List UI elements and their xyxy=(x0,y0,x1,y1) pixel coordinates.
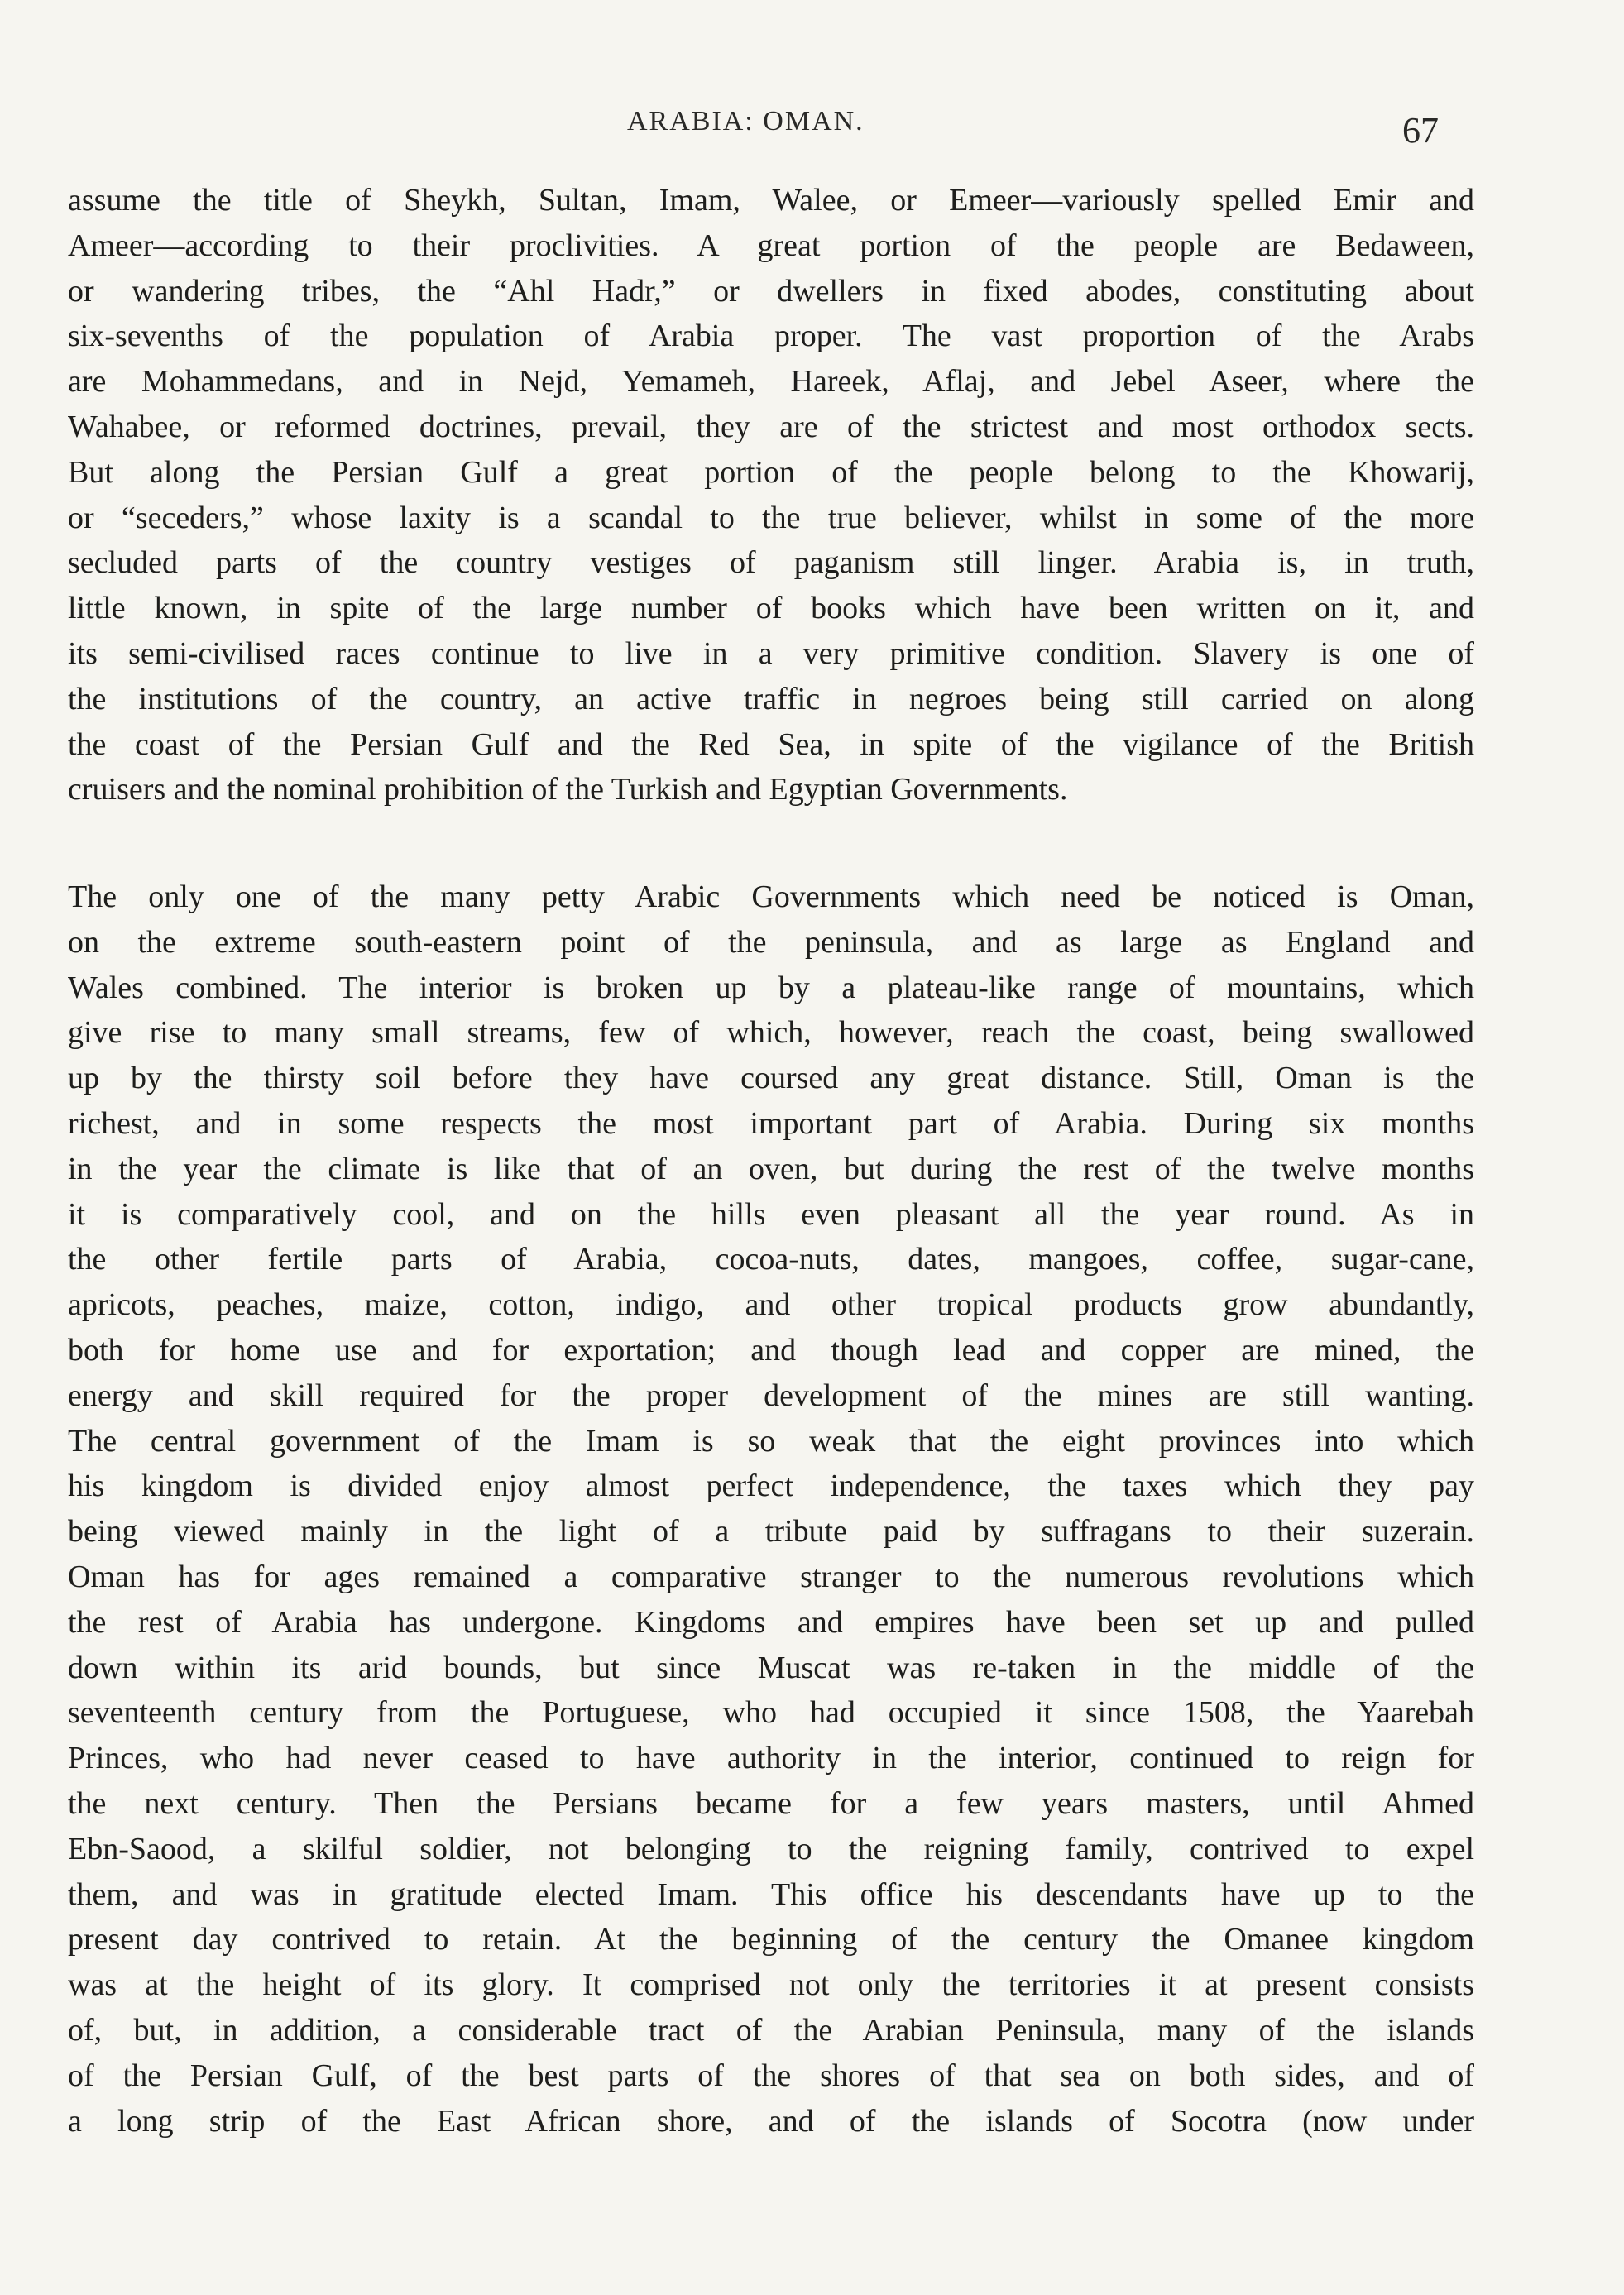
text-line: of the Persian Gulf, of the best parts of the shores of that sea on both sides, and of xyxy=(68,2058,1474,2093)
text-line: both for home use and for exportation; and though lead and copper are mined, the xyxy=(68,1332,1474,1368)
text-line: are Mohammedans, and in Nejd, Yemameh, Hareek, Aflaj, and Jebel Aseer, where the xyxy=(68,364,1474,400)
text-line: The central government of the Imam is so weak that the eight provinces into which xyxy=(68,1423,1474,1459)
text-line: six-sevenths of the population of Arabia proper. The vast proportion of the Arabs xyxy=(68,319,1474,354)
text-line: energy and skill required for the proper development of the mines are still wanting. xyxy=(68,1377,1474,1413)
text-line: being viewed mainly in the light of a tribute paid by suffragans to their suzerain. xyxy=(68,1514,1474,1550)
text-line: the next century. Then the Persians became for a few years masters, until Ahmed xyxy=(68,1785,1474,1821)
text-line: cruisers and the nominal prohibition of the Turkish and Egyptian Governments. xyxy=(68,772,1068,807)
text-line: down within its arid bounds, but since Muscat was re-taken in the middle of the xyxy=(68,1650,1474,1685)
text-line: little known, in spite of the large number of books which have been written on it, and xyxy=(68,591,1474,626)
paragraph-1 xyxy=(68,178,1474,812)
text-line: apricots, peaches, maize, cotton, indigo, and other tropical products grow abundantly, xyxy=(68,1287,1474,1323)
text-line: Wales combined. The interior is broken up by a plateau-like range of mountains, which xyxy=(68,970,1474,1005)
text-line: seventeenth century from the Portuguese, who had occupied it since 1508, the Yaarebah xyxy=(68,1695,1474,1731)
text-line: The only one of the many petty Arabic Governments which need be noticed is Oman, xyxy=(68,879,1474,914)
paragraph-2 xyxy=(68,874,1474,2144)
text-line: on the extreme south-eastern point of the peninsula, and as large as England and xyxy=(68,924,1474,960)
text-line: up by the thirsty soil before they have coursed any great distance. Still, Oman is the xyxy=(68,1061,1474,1096)
text-line: Oman has for ages remained a comparative stranger to the numerous revolutions which xyxy=(68,1559,1474,1594)
page-number: 67 xyxy=(1402,110,1439,151)
text-line: them, and was in gratitude elected Imam. This office his descendants have up to the xyxy=(68,1876,1474,1912)
text-line: of, but, in addition, a considerable tract of the Arabian Peninsula, many of the islands xyxy=(68,2012,1474,2048)
text-line: or “seceders,” whose laxity is a scandal to the true believer, whilst in some of the more xyxy=(68,500,1474,535)
text-line: But along the Persian Gulf a great portion of the people belong to the Khowarij, xyxy=(68,454,1474,490)
text-line: Princes, who had never ceased to have authority in the interior, continued to reign for xyxy=(68,1741,1474,1776)
text-line: Wahabee, or reformed doctrines, prevail, they are of the strictest and most orthodox sects. xyxy=(68,409,1474,444)
text-line: his kingdom is divided enjoy almost perfect independence, the taxes which they pay xyxy=(68,1469,1474,1504)
text-line: richest, and in some respects the most important part of Arabia. During six months xyxy=(68,1105,1474,1141)
text-line: it is comparatively cool, and on the hills even pleasant all the year round. As in xyxy=(68,1196,1474,1232)
text-line: in the year the climate is like that of an oven, but during the rest of the twelve months xyxy=(68,1151,1474,1186)
text-line: secluded parts of the country vestiges of paganism still linger. Arabia is, in truth, xyxy=(68,545,1474,581)
text-line: was at the height of its glory. It comprised not only the territories it at present consists xyxy=(68,1967,1474,2003)
text-line: Ameer—according to their proclivities. A great portion of the people are Bedaween, xyxy=(68,228,1474,263)
text-line: assume the title of Sheykh, Sultan, Imam, Walee, or Emeer—variously spelled Emir and xyxy=(68,183,1474,218)
text-line: present day contrived to retain. At the beginning of the century the Omanee kingdom xyxy=(68,1922,1474,1957)
text-line: the other fertile parts of Arabia, cocoa-nuts, dates, mangoes, coffee, sugar-cane, xyxy=(68,1242,1474,1277)
text-line: a long strip of the East African shore, and of the islands of Socotra (now under xyxy=(68,2103,1474,2139)
text-line: its semi-civilised races continue to live in a very primitive condition. Slavery is one of xyxy=(68,635,1474,671)
text-line: the rest of Arabia has undergone. Kingdoms and empires have been set up and pulled xyxy=(68,1604,1474,1640)
text-line: Ebn-Saood, a skilful soldier, not belonging to the reigning family, contrived to expel xyxy=(68,1831,1474,1866)
text-line: give rise to many small streams, few of which, however, reach the coast, being swallowed xyxy=(68,1015,1474,1051)
text-line: or wandering tribes, the “Ahl Hadr,” or dwellers in fixed abodes, constituting about xyxy=(68,273,1474,309)
text-line: the coast of the Persian Gulf and the Red Sea, in spite of the vigilance of the British xyxy=(68,726,1474,762)
running-title: ARABIA: OMAN. xyxy=(627,106,865,137)
text-line: the institutions of the country, an active traffic in negroes being still carried on along xyxy=(68,681,1474,716)
